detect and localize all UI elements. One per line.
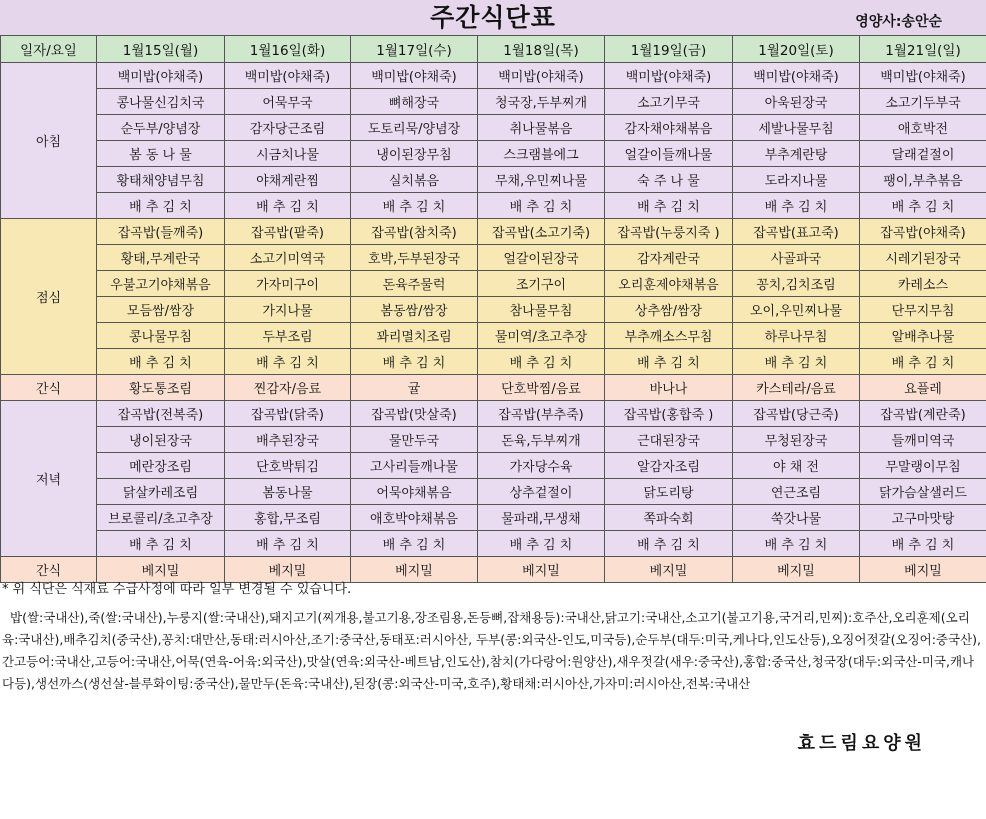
table-row [1, 115, 986, 141]
menu-cell: 감자당근조림 [225, 115, 351, 141]
menu-cell: 시레기된장국 [860, 245, 986, 271]
corner-label: 일자/요일 [1, 36, 97, 63]
dietitian-label: 영양사:송안순 [855, 14, 942, 30]
menu-cell: 백미밥(야채죽) [605, 63, 733, 89]
menu-body [1, 63, 986, 583]
menu-cell: 도라지나물 [733, 167, 860, 193]
menu-cell: 배 추 김 치 [860, 531, 986, 557]
menu-cell: 백미밥(야채죽) [225, 63, 351, 89]
menu-cell: 물파래,무생채 [478, 505, 605, 531]
menu-cell: 쪽파숙회 [605, 505, 733, 531]
menu-cell: 배 추 김 치 [97, 531, 225, 557]
menu-cell: 가자당수육 [478, 453, 605, 479]
menu-cell: 베지밀 [478, 557, 605, 583]
menu-cell: 모듬쌈/쌈장 [97, 297, 225, 323]
menu-cell: 애호박전 [860, 115, 986, 141]
menu-cell: 배 추 김 치 [351, 531, 478, 557]
menu-cell: 잡곡밥(전복죽) [97, 401, 225, 427]
menu-cell: 아욱된장국 [733, 89, 860, 115]
menu-cell: 베지밀 [605, 557, 733, 583]
menu-cell: 봄 동 나 물 [97, 141, 225, 167]
menu-cell: 시금치나물 [225, 141, 351, 167]
menu-cell: 우불고기야채볶음 [97, 271, 225, 297]
table-row [1, 219, 986, 245]
menu-cell: 베지밀 [860, 557, 986, 583]
menu-cell: 카스테라/음료 [733, 375, 860, 401]
day-header: 1월15일(월) [97, 36, 225, 63]
menu-cell: 도토리묵/양념장 [351, 115, 478, 141]
menu-cell: 배 추 김 치 [225, 193, 351, 219]
table-row [1, 193, 986, 219]
menu-cell: 가지나물 [225, 297, 351, 323]
menu-cell: 소고기무국 [605, 89, 733, 115]
meal-label: 점심 [1, 219, 97, 375]
table-row [1, 89, 986, 115]
menu-cell: 닭가슴살샐러드 [860, 479, 986, 505]
menu-cell: 소고기미역국 [225, 245, 351, 271]
menu-cell: 브로콜리/초고추장 [97, 505, 225, 531]
menu-cell: 백미밥(야채죽) [97, 63, 225, 89]
menu-cell: 얼갈이들깨나물 [605, 141, 733, 167]
change-notice: * 위 식단은 식재료 수급사정에 따라 일부 변경될 수 있습니다. [2, 582, 352, 597]
menu-cell: 황태,무계란국 [97, 245, 225, 271]
menu-cell: 백미밥(야채죽) [733, 63, 860, 89]
menu-cell: 쑥갓나물 [733, 505, 860, 531]
meal-label: 간식 [1, 375, 97, 401]
table-row [1, 401, 986, 427]
menu-cell: 찐감자/음료 [225, 375, 351, 401]
menu-cell: 잡곡밥(홍합죽 ) [605, 401, 733, 427]
menu-cell: 배 추 김 치 [478, 193, 605, 219]
menu-cell: 상추쌈/쌈장 [605, 297, 733, 323]
menu-cell: 잡곡밥(부추죽) [478, 401, 605, 427]
menu-cell: 배 추 김 치 [733, 531, 860, 557]
menu-cell: 야 채 전 [733, 453, 860, 479]
menu-cell: 무말랭이무침 [860, 453, 986, 479]
menu-cell: 단무지무침 [860, 297, 986, 323]
menu-cell: 호박,두부된장국 [351, 245, 478, 271]
table-row [1, 245, 986, 271]
menu-cell: 베지밀 [225, 557, 351, 583]
menu-cell: 감자계란국 [605, 245, 733, 271]
menu-cell: 잡곡밥(당근죽) [733, 401, 860, 427]
menu-cell: 꽈리멸치조림 [351, 323, 478, 349]
menu-cell: 잡곡밥(들깨죽) [97, 219, 225, 245]
menu-cell: 황태채양념무침 [97, 167, 225, 193]
table-row [1, 297, 986, 323]
menu-cell: 닭도리탕 [605, 479, 733, 505]
menu-cell: 오리훈제야채볶음 [605, 271, 733, 297]
menu-cell: 잡곡밥(누룽지죽 ) [605, 219, 733, 245]
weekly-menu-table [0, 35, 986, 583]
menu-cell: 상추겉절이 [478, 479, 605, 505]
menu-cell: 단호박찜/음료 [478, 375, 605, 401]
menu-cell: 배 추 김 치 [605, 531, 733, 557]
table-row [1, 505, 986, 531]
table-row [1, 167, 986, 193]
table-row [1, 531, 986, 557]
menu-cell: 카레소스 [860, 271, 986, 297]
menu-cell: 순두부/양념장 [97, 115, 225, 141]
menu-cell: 백미밥(야채죽) [351, 63, 478, 89]
menu-cell: 요플레 [860, 375, 986, 401]
day-header: 1월17일(수) [351, 36, 478, 63]
menu-cell: 고사리들깨나물 [351, 453, 478, 479]
menu-cell: 연근조림 [733, 479, 860, 505]
menu-cell: 뼈해장국 [351, 89, 478, 115]
menu-cell: 근대된장국 [605, 427, 733, 453]
menu-cell: 알배추나물 [860, 323, 986, 349]
menu-cell: 실치볶음 [351, 167, 478, 193]
menu-cell: 취나물볶음 [478, 115, 605, 141]
menu-cell: 감자채야채볶음 [605, 115, 733, 141]
menu-cell: 하루나무침 [733, 323, 860, 349]
menu-cell: 물미역/초고추장 [478, 323, 605, 349]
menu-cell: 백미밥(야채죽) [478, 63, 605, 89]
meal-label: 아침 [1, 63, 97, 219]
menu-cell: 들깨미역국 [860, 427, 986, 453]
menu-cell: 홍합,무조림 [225, 505, 351, 531]
menu-cell: 돈육,두부찌개 [478, 427, 605, 453]
menu-cell: 두부조림 [225, 323, 351, 349]
menu-cell: 잡곡밥(닭죽) [225, 401, 351, 427]
menu-cell: 귤 [351, 375, 478, 401]
menu-cell: 무채,우민찌나물 [478, 167, 605, 193]
menu-cell: 베지밀 [351, 557, 478, 583]
day-header: 1월21일(일) [860, 36, 986, 63]
menu-cell: 배 추 김 치 [478, 531, 605, 557]
table-row [1, 141, 986, 167]
menu-cell: 달래겉절이 [860, 141, 986, 167]
table-row [1, 323, 986, 349]
menu-cell: 배 추 김 치 [351, 193, 478, 219]
table-row [1, 427, 986, 453]
day-header: 1월18일(목) [478, 36, 605, 63]
table-row [1, 271, 986, 297]
origin-info: 밥(쌀:국내산),죽(쌀:국내산),누룽지(쌀:국내산),돼지고기(찌개용,불고기용,장조림용,돈등뼈,잡채용등):국내산,닭고기:국내산,소고기(불고기용,국거리,민찌):호주산,오리훈제(오리육:국내산),배추김치(중국산),꽁치:대만산,동태:러시아산,조기:중국산,동태포:러시아산, 두부(콩:외국산-인도,미국등),순두부(대두:미국,케나다,인도산등),오징어젓갈(오징어:중국산),간고등어:국내산,고등어:국내산,어묵(연육-어육:외국산),맛살(연육:외국산-베트남,인도산),참치(가다랑어:원양산),새우젓갈(새우:중국산),홍합:중국산,청국장(대두:외국산-미국,캐나다등),생선까스(생선살-블루화이팅:중국산),물만두(돈육:국내산),된장(콩:외국산-미국,호주),황태채:러시아산,가자미:러시아산,전복:국내산 [2, 610, 981, 691]
day-header: 1월19일(금) [605, 36, 733, 63]
menu-cell: 배 추 김 치 [605, 193, 733, 219]
menu-cell: 배 추 김 치 [733, 349, 860, 375]
menu-cell: 소고기두부국 [860, 89, 986, 115]
menu-cell: 사골파국 [733, 245, 860, 271]
menu-cell: 베지밀 [733, 557, 860, 583]
day-header: 1월20일(토) [733, 36, 860, 63]
menu-cell: 오이,우민찌나물 [733, 297, 860, 323]
menu-cell: 배 추 김 치 [860, 193, 986, 219]
menu-cell: 배 추 김 치 [97, 193, 225, 219]
menu-cell: 잡곡밥(표고죽) [733, 219, 860, 245]
table-row [1, 479, 986, 505]
menu-cell: 조기구이 [478, 271, 605, 297]
menu-cell: 배 추 김 치 [733, 193, 860, 219]
menu-cell: 부추계란탕 [733, 141, 860, 167]
menu-cell: 팽이,부추볶음 [860, 167, 986, 193]
day-header: 1월16일(화) [225, 36, 351, 63]
menu-cell: 배 추 김 치 [860, 349, 986, 375]
menu-cell: 물만두국 [351, 427, 478, 453]
menu-cell: 단호박튀김 [225, 453, 351, 479]
header-row [1, 36, 986, 63]
menu-cell: 잡곡밥(참치죽) [351, 219, 478, 245]
menu-cell: 봄동나물 [225, 479, 351, 505]
menu-cell: 알감자조림 [605, 453, 733, 479]
menu-cell: 바나나 [605, 375, 733, 401]
menu-cell: 부추깨소스무침 [605, 323, 733, 349]
menu-cell: 청국장,두부찌개 [478, 89, 605, 115]
menu-cell: 야채계란찜 [225, 167, 351, 193]
table-row [1, 375, 986, 401]
menu-cell: 가자미구이 [225, 271, 351, 297]
table-row [1, 453, 986, 479]
menu-cell: 어묵무국 [225, 89, 351, 115]
menu-cell: 잡곡밥(야채죽) [860, 219, 986, 245]
menu-cell: 배 추 김 치 [97, 349, 225, 375]
menu-cell: 어묵야채볶음 [351, 479, 478, 505]
menu-cell: 배 추 김 치 [225, 349, 351, 375]
menu-cell: 배 추 김 치 [225, 531, 351, 557]
menu-cell: 메란장조림 [97, 453, 225, 479]
menu-cell: 잡곡밥(맛살죽) [351, 401, 478, 427]
menu-cell: 냉이된장무침 [351, 141, 478, 167]
menu-cell: 콩나물무침 [97, 323, 225, 349]
menu-cell: 배추된장국 [225, 427, 351, 453]
menu-cell: 돈육주물럭 [351, 271, 478, 297]
table-row [1, 63, 986, 89]
title-bar [0, 0, 986, 35]
menu-cell: 애호박야채볶음 [351, 505, 478, 531]
menu-cell: 배 추 김 치 [351, 349, 478, 375]
menu-cell: 잡곡밥(소고기죽) [478, 219, 605, 245]
menu-cell: 스크램블에그 [478, 141, 605, 167]
menu-cell: 냉이된장국 [97, 427, 225, 453]
menu-cell: 배 추 김 치 [478, 349, 605, 375]
table-row [1, 349, 986, 375]
menu-cell: 세발나물무침 [733, 115, 860, 141]
menu-cell: 닭살카레조림 [97, 479, 225, 505]
menu-cell: 봄동쌈/쌈장 [351, 297, 478, 323]
menu-cell: 베지밀 [97, 557, 225, 583]
facility-name: 효드림요양원 [797, 733, 926, 754]
page-title: 주간식단표 [430, 3, 556, 32]
menu-cell: 고구마맛탕 [860, 505, 986, 531]
menu-cell: 배 추 김 치 [605, 349, 733, 375]
menu-cell: 얼갈이된장국 [478, 245, 605, 271]
meal-label: 저녁 [1, 401, 97, 557]
menu-cell: 숙 주 나 물 [605, 167, 733, 193]
meal-label: 간식 [1, 557, 97, 583]
menu-cell: 무청된장국 [733, 427, 860, 453]
menu-cell: 백미밥(야채죽) [860, 63, 986, 89]
menu-cell: 잡곡밥(계란죽) [860, 401, 986, 427]
menu-cell: 참나물무침 [478, 297, 605, 323]
menu-cell: 잡곡밥(팥죽) [225, 219, 351, 245]
menu-cell: 꽁치,김치조림 [733, 271, 860, 297]
menu-cell: 황도통조림 [97, 375, 225, 401]
menu-cell: 콩나물신김치국 [97, 89, 225, 115]
